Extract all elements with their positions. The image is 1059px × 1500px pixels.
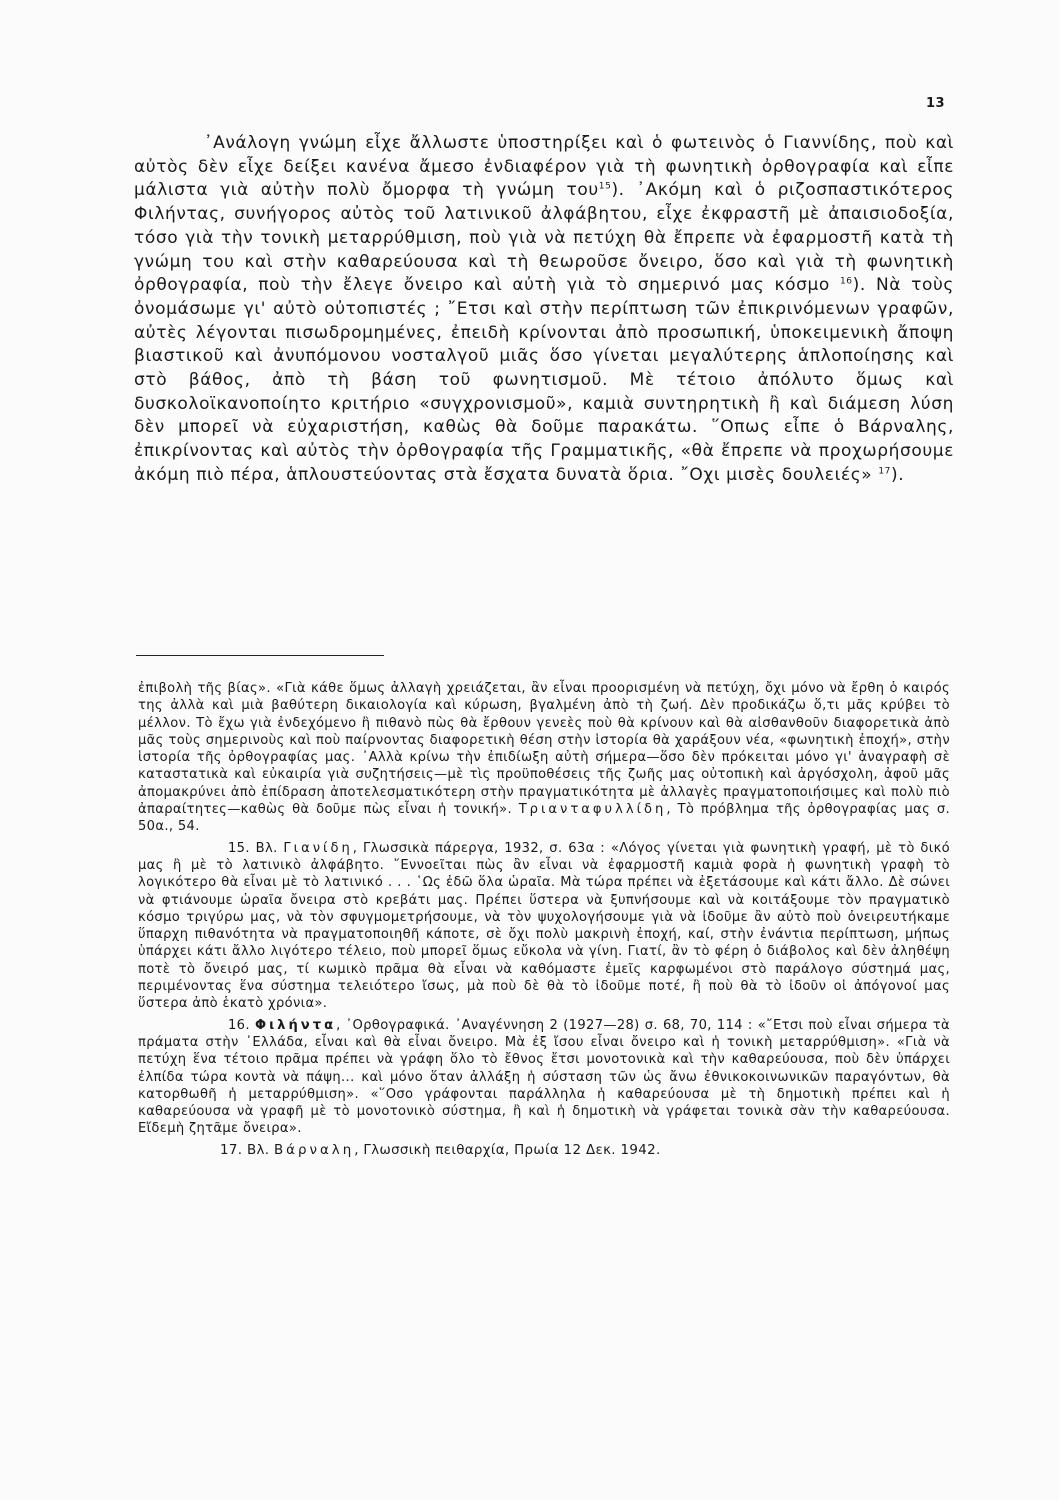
footnote-ref-16: 16 [839, 276, 853, 287]
footnote-continuation-text: ἐπιβολὴ τῆς βίας». «Γιὰ κάθε ὅμως ἀλλαγὴ χρειάζεται, ἂν εἶναι προορισμένη νὰ πετύχη, ὄχι μόνο νὰ ἔρθη ὁ καιρός της ἀλλὰ καὶ μιὰ βαθύτερη δικαιολογία καὶ κύρωση, βγαλμένη ἀπὸ τὴ ζωή. Δὲν προδικάζω ὅ,τι μᾶς κρύβει τὸ μέλλον. Τὸ ἔχω γιὰ ἐνδεχόμενο ἢ πιθανὸ πὼς θὰ ἔρθουν γενεὲς ποὺ θὰ κρίνουν καὶ θὰ αἰσθανθοῦν διαφορετικὰ ἀπὸ μᾶς τοὺς σημερινοὺς καὶ ποὺ παίρνοντας διαφορετικὴ θέση στὴν ἱστορία θὰ χαράξουν νέα, «φωνητικὴ ἐποχή», στὴν ἱστορία τῆς ὀρθογραφίας μας. ᾿Αλλὰ κρίνω τὴν ἐπιδίωξη αὐτὴ σήμερα—ὅσο δὲν πρόκειται μόνο γι' ἀναγραφὴ σὲ καταστατικὰ καὶ εὐκαιρία γιὰ συζητήσεις—μὲ τὶς προϋποθέσεις τῆς ζωῆς μας οὐτοπικὴ καὶ ἀργόσχολη, ἀφοῦ μᾶς ἀπομακρύνει ἀπὸ ἐπίδραση ἀποτελεσματικότερη στὴν πραγματικότητα μὲ ἀλλαγὲς πραγματοποιήσιμες καὶ πολὺ πιὸ ἀπαραίτητες—καθὼς θὰ δοῦμε πὼς εἶναι ἡ τονική». [138, 681, 950, 818]
main-text-part-d: ). [890, 464, 905, 485]
footnote-16 [138, 1017, 950, 1138]
footnote-16-author: Φιλήντα [254, 1017, 337, 1033]
footnote-15 [138, 840, 950, 1013]
footnotes [138, 680, 950, 1163]
footnote-continuation-author: Τριανταφυλλίδη [518, 802, 667, 818]
main-text-part-c: ). Νὰ τοὺς ὀνομάσωμε γι' αὐτὸ οὐτοπιστές ; ῎Ετσι καὶ στὴν περίπτωση τῶν ἐπικρινόμενων γραφῶν, αὐτὲς λέγονται πισωδρομημένες, ἐπειδὴ κρίνονται ἀπὸ προσωπική, ὑποκειμενικὴ ἄποψη βιαστικοῦ καὶ ἀνυπόμονου νοσταλγοῦ μιᾶς ὅσο γίνεται μεγαλύτερης ἁπλοποίησης καὶ στὸ βάθος, ἀπὸ τὴ βάση τοῦ φωνητισμοῦ. Μὲ τέτοιο ἀπόλυτο ὅμως καὶ δυσκολοϊκανοποίητο κριτήριο «συγχρονισμοῦ», καμιὰ συντηρητικὴ ἢ καὶ διάμεση λύση δὲν μπορεῖ νὰ εὐχαριστήση, καθὼς θὰ δοῦμε παρακάτω. ῞Οπως εἶπε ὁ Βάρναλης, ἐπικρίνοντας καὶ αὐτὸς τὴν ὀρθογραφία τῆς Γραμματικῆς, «θὰ ἔπρεπε νὰ προχωρήσουμε ἀκόμη πιὸ πέρα, ἁπλουστεύοντας στὰ ἔσχατα δυνατὰ ὅρια. ῎Οχι μισὲς δουλειές» [134, 275, 954, 485]
main-paragraph [134, 132, 954, 488]
footnote-continuation [138, 680, 950, 836]
footnote-15-text: , Γλωσσικὰ πάρεργα, 1932, σ. 63α : «Λόγος γίνεται γιὰ φωνητικὴ γραφή, μὲ τὸ δικό μας ἢ μὲ τὸ λατινικὸ ἀλφάβητο. ῎Εννοεῖται πὼς ἂν εἶναι νὰ ἐφαρμοστῆ καμιὰ φορὰ ἡ φωνητικὴ γραφὴ τὸ λογικότερο θὰ εἶναι μὲ τὸ λατινικό . . . ῾Ως ἐδῶ ὅλα ὡραῖα. Μὰ τώρα πρέπει νὰ ἐξετάσουμε καὶ κάτι ἄλλο. Δὲ σώνει νὰ φτιάνουμε ὡραῖα ὄνειρα στὸ κρεβάτι μας. Πρέπει ὕστερα νὰ ξυπνήσουμε καὶ νὰ κοιτάξουμε τὸν πραγματικὸ κόσμο τριγύρω μας, νὰ τὸν σφυγμομετρήσουμε, νὰ τὸν ψυχολογήσουμε γιὰ νὰ ἰδοῦμε ἂν αὐτὸ ποὺ ὀνειρευτήκαμε ὕπαρχη πιθανότητα νὰ πραγματοποιηθῆ κάποτε, σὲ ὄχι πολὺ μακρινὴ ἐποχή, καί, στὴν ἐνάντια περίπτωση, μήπως ὑπάρχει κάτι ἄλλο λιγότερο τέλειο, ποὺ μπορεῖ ὅμως εὔκολα νὰ γίνη. Γιατί, ἂν τὸ φέρη ὁ διάβολος καὶ δὲν ἀληθέψη ποτὲ τὸ ὄνειρό μας, τί κωμικὸ πρᾶμα θὰ εἶναι νὰ καθόμαστε ἐμεῖς καρφωμένοι στὸ παράλογο σύστημά μας, περιμένοντας ἕνα σύστημα τελειότερο ἴσως, μὰ ποὺ δὲ θὰ τὸ ἰδοῦμε ποτέ, ἢ ποὺ θὰ τὸ ἰδοῦν οἱ ἀπόγονοί μας ὕστερα ἀπὸ ἑκατὸ χρόνια». [138, 840, 951, 1012]
footnote-continuation-source: , Τὸ πρόβλημα τῆς ὀρθογραφίας μας σ. 50α., 54. [138, 802, 950, 835]
footnote-15-author: Γιανίδη [283, 840, 353, 856]
footnote-ref-15: 15 [598, 181, 612, 192]
footnote-16-text: , ᾿Ορθογραφικά. ᾿Αναγέννηση 2 (1927—28) σ. 68, 70, 114 : «῎Ετσι ποὺ εἶναι σήμερα τὰ πράματα στὴν ᾿Ελλάδα, εἶναι καὶ θὰ εἶναι ὄνειρο. Μὰ ἐξ ἴσου εἶναι ὄνειρο καὶ ἡ τονικὴ μεταρρύθμιση». «Γιὰ νὰ πετύχη ἕνα τέτοιο πρᾶμα πρέπει νὰ γράφη ὅλο τὸ ἔθνος ἔτσι μονοτονικὰ καὶ τὴν καθαρεύουσα, ποὺ δὲν ὑπάρχει ἐλπίδα τώρα κοντὰ νὰ πάψη... καὶ μόνο ὅταν ἀλλάξη ἡ σύσταση τῶν ὡς ἄνω ἐθνικοκοινωνικῶν παραγόντων, θὰ κατορθωθῆ ἡ μεταρρύθμιση». «῞Οσο γράφονται παράλληλα ἡ καθαρεύουσα μὲ τὴ δημοτικὴ πρέπει καὶ ἡ καθαρεύουσα νὰ γραφῆ μὲ τὸ μονοτονικὸ σύστημα, ἢ καὶ ἡ δημοτικὴ νὰ γράφεται τονικὰ σὰν τὴν καθαρεύουσα. Εἴδεμὴ ζητᾶμε ὄνειρα». [138, 1017, 950, 1137]
footnote-separator-rule [136, 655, 384, 656]
footnote-15-lead: 15. Βλ. [228, 840, 284, 856]
page-number: 13 [926, 96, 946, 111]
main-text-part-b: ). ᾿Ακόμη καὶ ὁ ριζοσπαστικότερος Φιλήντας, συνήγορος αὐτὸς τοῦ λατινικοῦ ἀλφάβητου, εἶχε ἐκφραστῆ μὲ ἀπαισιοδοξία, τόσο γιὰ τὴν τονικὴ μεταρρύθμιση, ποὺ γιὰ νὰ πετύχη θὰ ἔπρεπε νὰ ἐφαρμοστῆ κατὰ τὴ γνώμη του καὶ στὴν καθαρεύουσα καὶ τὴ θεωροῦσε ὄνειρο, ὅσο καὶ γιὰ τὴ φωνητικὴ ὀρθογραφία, ποὺ τὴν ἔλεγε ὄνειρο καὶ αὐτὴ γιὰ τὸ σημερινό μας κόσμο [134, 180, 954, 296]
footnote-17-author: Βάρναλη [273, 1142, 355, 1158]
main-text-part-a: ᾿Ανάλογη γνώμη εἶχε ἄλλωστε ὑποστηρίξει καὶ ὁ φωτεινὸς ὁ Γιαννίδης, ποὺ καὶ αὐτὸς δὲν εἶχε δείξει κανένα ἄμεσο ἐνδιαφέρον γιὰ τὴ φωνητικὴ ὀρθογραφία καὶ εἶπε μάλιστα γιὰ αὐτὴν πολὺ ὄμορφα τὴ γνώμη του [134, 133, 954, 201]
footnote-ref-17: 17 [878, 466, 891, 477]
footnote-16-lead: 16. [228, 1017, 255, 1033]
footnote-17-text: , Γλωσσικὴ πειθαρχία, Πρωία 12 Δεκ. 1942. [354, 1142, 661, 1158]
footnote-17 [138, 1142, 950, 1159]
footnote-17-lead: 17. Βλ. [220, 1142, 274, 1158]
